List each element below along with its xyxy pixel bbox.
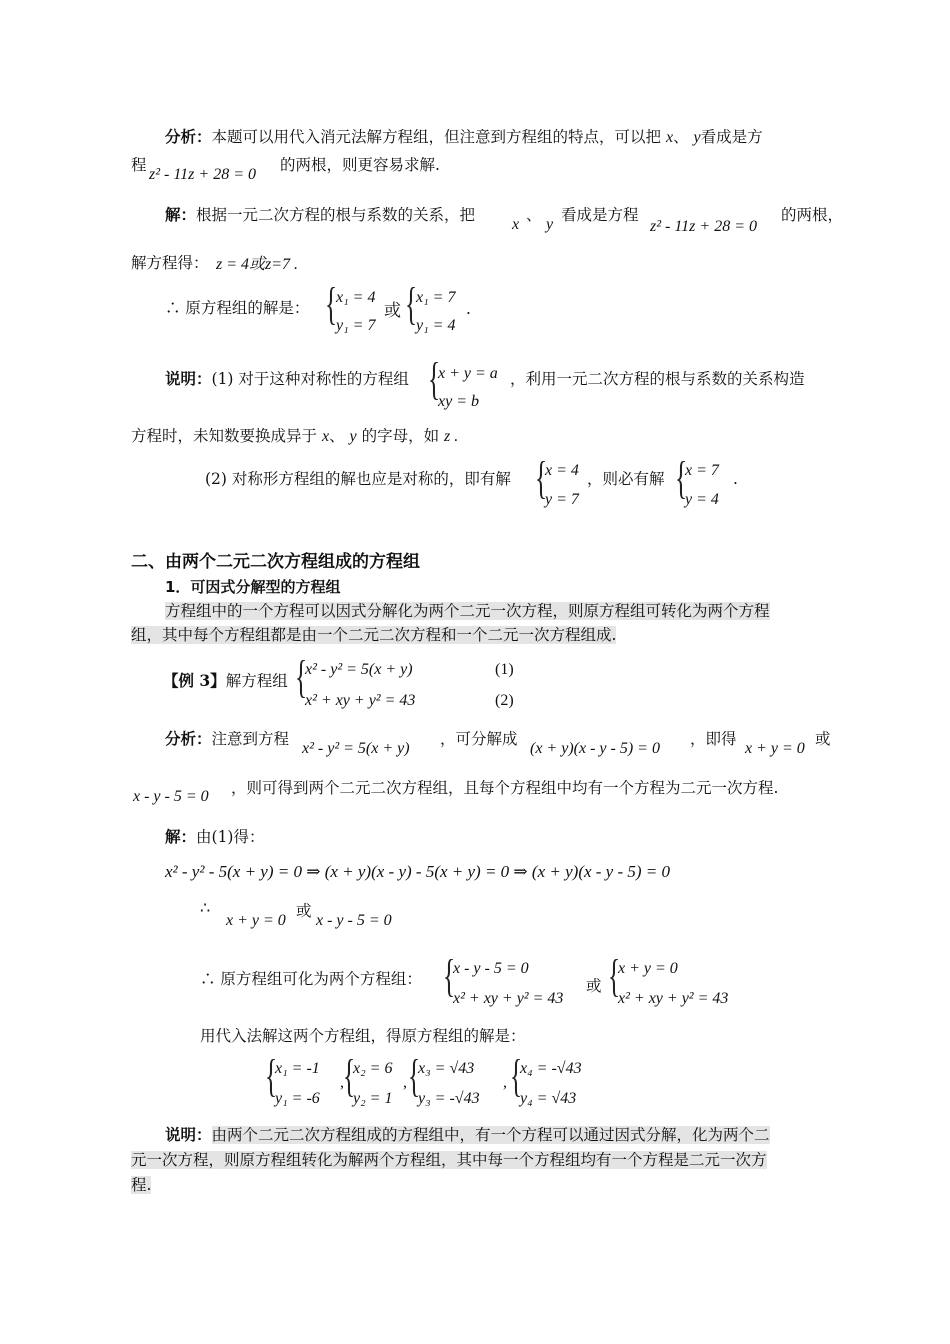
note1-line1: 说明：(1) 对于这种对称性的方程组	[165, 369, 409, 388]
period: .	[466, 300, 471, 318]
var-y: y	[546, 216, 554, 233]
subsection-heading: 1．可因式分解型的方程组	[165, 578, 341, 596]
note1-tail: ，利用一元二次方程的根与系数的关系构造	[510, 370, 805, 388]
note2-mid: ，则必有解	[587, 470, 665, 488]
sep: 、	[526, 206, 542, 224]
analysis-label: 分析：	[165, 127, 212, 146]
a-eq2: (x + y)(x - y - 5) = 0	[530, 740, 660, 757]
therefore-line: ∴ 原方程组的解是：	[165, 299, 310, 317]
z-result: z = 4或z=7 .	[216, 256, 299, 273]
ex3-solution-label: 解：由(1)得：	[165, 827, 265, 846]
comma-2: ,	[403, 1074, 407, 1091]
sol-text3: 的两根，	[781, 206, 844, 224]
t-or: 或	[296, 902, 312, 920]
c-or: 或	[586, 977, 602, 995]
convert-text: ∴ 原方程组可化为两个方程组：	[200, 970, 422, 988]
a-text3: ，即得	[690, 730, 737, 748]
a-eq4: x - y - 5 = 0	[133, 788, 209, 805]
a-text2: ，可分解成	[440, 730, 518, 748]
a-eq1: x² - y² = 5(x + y)	[302, 740, 410, 757]
analysis-line2-tail: 的两根，则更容易求解.	[280, 156, 440, 174]
comma-3: ,	[503, 1074, 507, 1091]
eq-z-quadratic: z² - 11z + 28 = 0	[149, 166, 256, 183]
ex2-analysis-line2: 程	[131, 156, 147, 174]
a-text4: 或	[815, 730, 831, 748]
intro-line1: 方程组中的一个方程可以因式分解化为两个二元一次方程，则原方程组可转化为两个方程	[165, 602, 770, 620]
ex3-note-line2: 元一次方程，则原方程组转化为解两个方程组，其中每一个方程组均有一个方程是二元一次方	[131, 1151, 767, 1169]
sol-text2: 看成是方程	[561, 206, 639, 224]
a-text5: ，则可得到两个二元二次方程组，且每个方程组中均有一个方程为二元一次方程.	[231, 779, 779, 797]
ex3-title: 【例 3】解方程组	[163, 671, 288, 690]
t-eq2: x - y - 5 = 0	[316, 912, 392, 929]
period-2: .	[733, 470, 738, 488]
section-heading: 二、由两个二元二次方程组成的方程组	[131, 552, 420, 572]
ex2-solution-line1: 解：根据一元二次方程的根与系数的关系，把	[165, 205, 476, 224]
eq-z-quadratic-2: z² - 11z + 28 = 0	[650, 218, 757, 235]
intro-line2: 组，其中每个方程组都是由一个二元二次方程和一个二元一次方程组成.	[131, 626, 617, 644]
ex3-note-line1: 说明：由两个二元二次方程组成的方程组中，有一个方程可以通过因式分解，化为两个二	[165, 1125, 770, 1144]
sol-line2: 解方程得：	[131, 254, 209, 272]
document-page: 分析：本题可以用代入消元法解方程组，但注意到方程组的特点，可以把 x、 y看成是方 程 z² - 11z + 28 = 0 的两根，则更容易求解. 解：根据一元二次方程的根与系数的关系，把 x 、 y 看成是方程 z² - 11z + 28 = 0 的两根， 解方程得： z = 4或z=7 . ∴ 原方程组的解是： { x₁ = 4 y₁ = 7 或 { x₁ = 7 y₁ = 4 . 说明：(1) 对于这种对称性的方程组 { x + y = a xy = b ，利用一元二次方程的根与系数的关系构造 方程时，未知数要换成异于 x、 y 的字母，如 z . (2) 对称形方程组的解也应是对称的，即有解 { x = 4 y = 7 ，则必有解 { x = 7 y = 4 . 二、由两个二元二次方程组成的方程组 1．可因式分解型的方程组 方程组中的一个方程可以因式分解化为两个二元一次方程，则原方程组可转化为两个方程 组，其中每个方程组都是由一个二元二次方程和一个二元一次方程组成. 【例 3】解方程组 { x² - y² = 5(x + y) (1) x² + xy + y² = 43 (2) 分析：注意到方程 x² - y² = 5(x + y) ，可分解成 (x + y)(x - y - 5) = 0 ，即得 x + y = 0 或 x - y - 5 = 0 ，则可得到两个二元二次方程组，且每个方程组中均有一个方程为二元一次方程. 解：由(1)得： x² - y² - 5(x + y) = 0 ⇒ (x + y)(x - y) - 5(x + y) = 0 ⇒ (x + y)(x - y - 5) = 0 ∴ x + y = 0 或 x - y - 5 = 0 ∴ 原方程组可化为两个方程组： { x - y - 5 = 0 x² + xy + y² = 43 或 { x + y = 0 x² + xy + y² = 43 用代入法解这两个方程组，得原方程组的解是： { x₁ = -1 y₁ = -6 , { x₂ = 6 y₂ = 1 , { x₃ = √43 y₃ = -√43 , { x₄ = -√43 y₄ = √43 说明：由两个二元二次方程组成的方程组中，有一个方程可以通过因式分解，化为两个二 元一次方程，则原方程组转化为解两个方程组，其中每一个方程组均有一个方程是二元一次方 程.	[131, 127, 844, 1194]
a-eq3: x + y = 0	[745, 740, 805, 757]
or-word: 或	[384, 301, 401, 321]
ex2-analysis-line1: 分析：本题可以用代入消元法解方程组，但注意到方程组的特点，可以把 x、 y看成是方	[165, 127, 763, 146]
therefore-symbol: ∴	[200, 900, 211, 917]
note1-line2: 方程时，未知数要换成异于 x、 y 的字母，如 z .	[131, 427, 459, 445]
derivation: x² - y² - 5(x + y) = 0 ⇒ (x + y)(x - y) - 5(x + y) = 0 ⇒ (x + y)(x - y - 5) = 0	[165, 862, 671, 881]
ex3-note-line3: 程.	[131, 1176, 152, 1194]
sub-text: 用代入法解这两个方程组，得原方程组的解是：	[200, 1027, 526, 1045]
comma-1: ,	[340, 1074, 344, 1091]
var-x: x	[512, 216, 520, 233]
note2-text: (2) 对称形方程组的解也应是对称的，即有解	[205, 470, 511, 488]
ex3-analysis-line1: 分析：注意到方程	[165, 729, 290, 748]
t-eq1: x + y = 0	[226, 912, 286, 929]
